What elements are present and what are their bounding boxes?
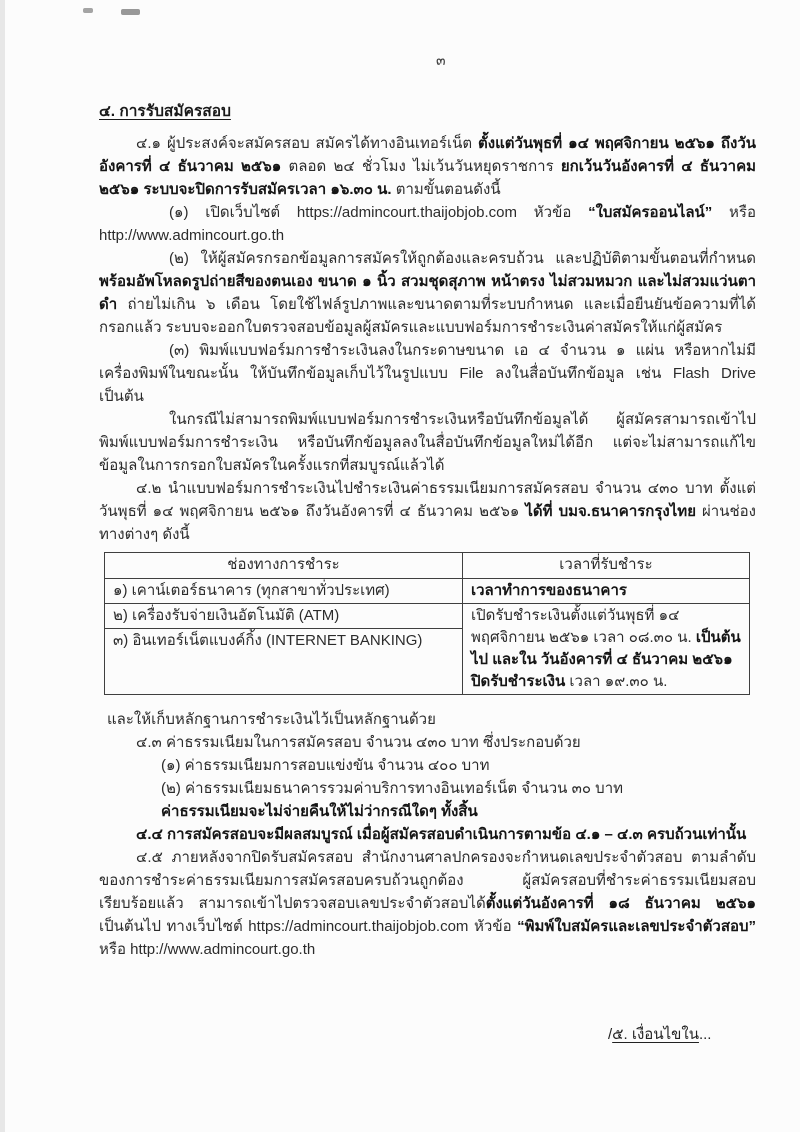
payment-table [104,552,750,695]
paragraph [99,477,756,546]
body-text: หรือ http://www.admincourt.go.th [99,941,316,958]
emphasized-text: “พิมพ์ใบสมัครและเลขประจำตัวสอบ” [517,918,756,935]
paragraph [99,731,756,754]
body-text: ๔.๑ ผู้ประสงค์จะสมัครสอบ สมัครได้ทางอินเทอร์เน็ต [136,135,479,152]
body-text: ผ่านช่องทางต่างๆ ดังนี้ [99,503,756,543]
body-text: เป็นต้นไป ทางเว็บไซต์ https://admincourt.thaijobjob.com หัวข้อ [99,918,518,935]
scan-edge [0,0,5,1132]
paragraph [99,247,756,339]
body-text: (๓) พิมพ์แบบฟอร์มการชำระเงินลงในกระดาษขนาด เอ ๔ จำนวน ๑ แผ่น หรือหากไม่มีเครื่องพิมพ์ในขณะนั้น ให้บันทึกข้อมูลเก็บไว้ในรูปแบบ File ลงในสื่อบันทึกข้อมูล เช่น Flash Drive เป็นต้น [99,342,756,405]
emphasized-text: ตั้งแต่วันอังคารที่ ๑๘ ธันวาคม ๒๕๖๑ [485,895,756,912]
scan-artifact [83,8,93,13]
table-cell-channel: ๓) อินเทอร์เน็ตแบงค์กิ้ง (INTERNET BANKING) [105,629,463,695]
body-text: ตามขั้นตอนดังนี้ [391,181,501,198]
emphasized-text: “ใบสมัครออนไลน์” [588,204,713,221]
body-text: (๒) ให้ผู้สมัครกรอกข้อมูลการสมัครให้ถูกต้องและครบถ้วน และปฏิบัติตามขั้นตอนที่กำหนด [169,250,756,267]
table-cell-time [462,579,749,604]
body-text: (๒) ค่าธรรมเนียมธนาคารรวมค่าบริการทางอินเทอร์เน็ต จำนวน ๓๐ บาท [161,780,624,797]
body-text: เปิดรับชำระเงินตั้งแต่วันพุธที่ ๑๔ พฤศจิกายน ๒๕๖๑ เวลา ๐๘.๓๐ น. [470,607,696,646]
body-text: ๔.๕ ภายหลังจากปิดรับสมัครสอบ สำนักงานศาลปกครองจะกำหนดเลขประจำตัวสอบ ตามลำดับของการชำระค่าธรรมเนียมการสมัครสอบครบถ้วนถูกต้อง ผู้สมัครสอบที่ชำระค่าธรรมเนียมสอบ เรียบร้อยแล้ว สามารถเข้าไปตรวจสอบเลขประจำตัวสอบได้ [99,849,756,912]
footer-underlined-text: ๕. เงื่อนไขใน [612,1026,699,1043]
page-footer-reference [608,1022,711,1046]
footer-slash: / [608,1026,613,1043]
table-cell-channel: ๒) เครื่องรับจ่ายเงินอัตโนมัติ (ATM) [105,604,463,629]
body-text: ในกรณีไม่สามารถพิมพ์แบบฟอร์มการชำระเงินหรือบันทึกข้อมูลได้ ผู้สมัครสามารถเข้าไปพิมพ์แบบฟอร์มการชำระเงิน หรือบันทึกข้อมูลลงในสื่อบันทึกข้อมูลใหม่ได้อีก แต่จะไม่สามารถแก้ไขข้อมูลในการกรอกใบสมัครในครั้งแรกที่สมบูรณ์แล้วได้ [99,411,756,474]
section-heading: ๔. การรับสมัครสอบ [99,103,231,120]
body-text: หรือ http://www.admincourt.go.th [99,204,756,244]
paragraph [99,132,756,201]
paragraph [99,201,756,247]
table-cell-channel: ๑) เคาน์เตอร์ธนาคาร (ทุกสาขาทั่วประเทศ) [105,579,463,604]
paragraph [99,846,756,961]
emphasized-text: ๔.๔ การสมัครสอบจะมีผลสมบูรณ์ เมื่อผู้สมัครสอบดำเนินการตามข้อ ๔.๑ – ๔.๓ ครบถ้วนเท่านั้น [136,826,747,843]
table-cell-time-merged [462,604,749,695]
body-text: ๔.๒ นำแบบฟอร์มการชำระเงินไปชำระเงินค่าธรรมเนียมการสมัครสอบ จำนวน ๔๓๐ บาท ตั้งแต่วันพุธที่ ๑๔ พฤศจิกายน ๒๕๖๑ ถึงวันอังคารที่ ๔ ธันวาคม ๒๕๖๑ [99,480,756,520]
table-header-cell: ช่องทางการชำระ [105,553,463,579]
body-text: (๑) เปิดเว็บไซต์ https://admincourt.thaijobjob.com หัวข้อ [169,204,589,221]
paragraph [99,708,756,731]
body-text: ๔.๓ ค่าธรรมเนียมในการสมัครสอบ จำนวน ๔๓๐ บาท ซึ่งประกอบด้วย [136,734,581,751]
scan-artifact [121,9,140,15]
emphasized-text: เป็นต้นไป และใน วันอังคารที่ ๔ ธันวาคม ๒๕๖๑ ปิดรับชำระเงิน [470,629,741,690]
body-text: (๑) ค่าธรรมเนียมการสอบแข่งขัน จำนวน ๔๐๐ บาท [161,757,490,774]
document-body [99,100,756,961]
paragraph [99,800,756,823]
page-number: ๓ [436,52,446,68]
body-text: และให้เก็บหลักฐานการชำระเงินไว้เป็นหลักฐานด้วย [107,711,436,728]
paragraph [99,754,756,777]
body-text: เวลา ๑๙.๓๐ น. [565,673,668,690]
body-text: ถ่ายไม่เกิน ๖ เดือน โดยใช้ไฟล์รูปภาพและขนาดตามที่ระบบกำหนด และเมื่อยืนยันข้อความที่ได้กรอกแล้ว ระบบจะออกใบตรวจสอบข้อมูลผู้สมัครและแบบฟอร์มการชำระเงินค่าสมัครให้แก่ผู้สมัคร [99,296,756,336]
emphasized-text: ค่าธรรมเนียมจะไม่จ่ายคืนให้ไม่ว่ากรณีใดๆ ทั้งสิ้น [161,803,478,820]
emphasized-text: ยกเว้นวันอังคารที่ ๔ ธันวาคม ๒๕๖๑ ระบบจะปิดการรับสมัครเวลา ๑๖.๓๐ น. [99,158,757,198]
emphasized-text: ได้ที่ บมจ.ธนาคารกรุงไทย [525,503,696,520]
body-text: ตลอด ๒๔ ชั่วโมง ไม่เว้นวันหยุดราชการ [281,158,561,175]
paragraph [99,408,756,477]
emphasized-text: ตั้งแต่วันพุธที่ ๑๔ พฤศจิกายน ๒๕๖๑ ถึงวันอังคารที่ ๔ ธันวาคม ๒๕๖๑ [99,135,756,175]
table-header-cell: เวลาที่รับชำระ [462,553,749,579]
paragraph [99,339,756,408]
paragraph [99,823,756,846]
paragraph [99,777,756,800]
emphasized-text: พร้อมอัพโหลดรูปถ่ายสีของตนเอง ขนาด ๑ นิ้ว สวมชุดสุภาพ หน้าตรง ไม่สวมหมวก และไม่สวมแว่นตาดำ [99,273,756,313]
footer-ellipsis: ... [698,1026,712,1043]
emphasized-text: เวลาทำการของธนาคาร [470,582,627,599]
